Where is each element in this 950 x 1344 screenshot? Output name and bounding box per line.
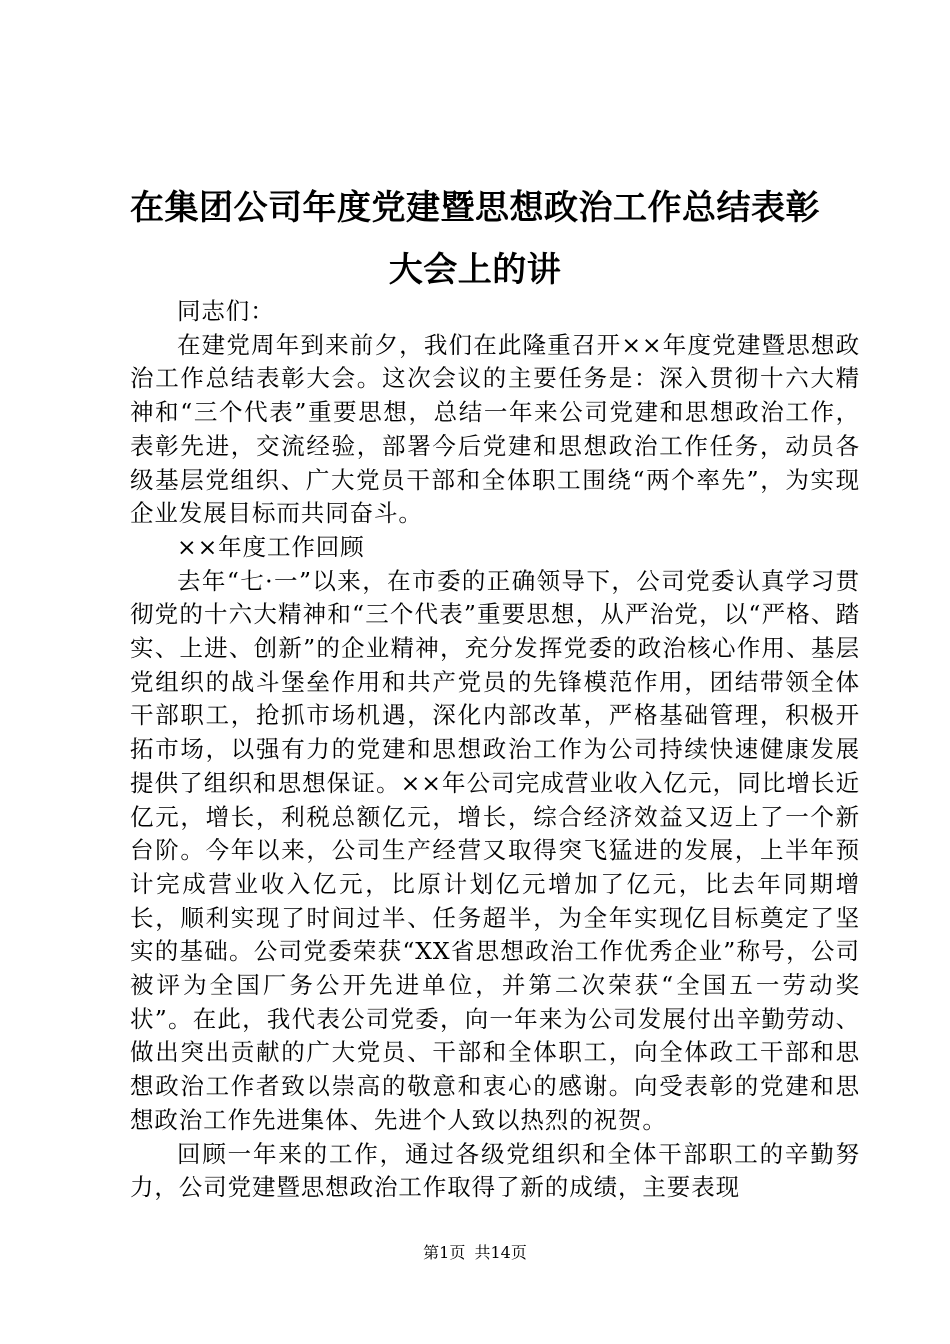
document-body: [130, 295, 860, 1205]
document-title-line-2: 大会上的讲: [388, 250, 562, 290]
paragraph-intro: 在建党周年到来前夕，我们在此隆重召开××年度党建暨思想政治工作总结表彰大会。这次会议的主要任务是：深入贯彻十六大精神和“三个代表”重要思想，总结一年来公司党建和思想政治工作，表彰先进，交流经验，部署今后党建和思想政治工作任务，动员各级基层党组织、广大党员干部和全体职工围绕“两个率先”，为实现企业发展目标而共同奋斗。: [130, 330, 860, 528]
page-footer: [0, 1243, 950, 1263]
salutation: 同志们：: [177, 297, 275, 325]
page-total: 共14页: [474, 1243, 527, 1262]
page-number: 第1页: [423, 1243, 466, 1262]
paragraph-summary: 回顾一年来的工作，通过各级党组织和全体干部职工的辛勤努力，公司党建暨思想政治工作取得了新的成绩，主要表现: [130, 1139, 860, 1202]
paragraph-review: 去年“七·一”以来，在市委的正确领导下，公司党委认真学习贯彻党的十六大精神和“三个代表”重要思想，从严治党，以“严格、踏实、上进、创新”的企业精神，充分发挥党委的政治核心作用、基层党组织的战斗堡垒作用和共产党员的先锋模范作用，团结带领全体干部职工，抢抓市场机遇，深化内部改革，严格基础管理，积极开拓市场，以强有力的党建和思想政治工作为公司持续快速健康发展提供了组织和思想保证。××年公司完成营业收入亿元，同比增长近亿元，增长，利税总额亿元，增长，综合经济效益又迈上了一个新台阶。今年以来，公司生产经营又取得突飞猛进的发展，上半年预计完成营业收入亿元，比原计划亿元增加了亿元，比去年同期增长，顺利实现了时间过半、任务超半，为全年实现亿目标奠定了坚实的基础。公司党委荣获“XX省思想政治工作优秀企业”称号，公司被评为全国厂务公开先进单位，并第二次荣获“全国五一劳动奖状”。在此，我代表公司党委，向一年来为公司发展付出辛勤劳动、做出突出贡献的广大党员、干部和全体职工，向全体政工干部和思想政治工作者致以崇高的敬意和衷心的感谢。向受表彰的党建和思想政治工作先进集体、先进个人致以热烈的祝贺。: [130, 566, 860, 1134]
document-title-line-1: 在集团公司年度党建暨思想政治工作总结表彰: [130, 188, 820, 228]
section-heading: ××年度工作回顾: [177, 532, 365, 561]
